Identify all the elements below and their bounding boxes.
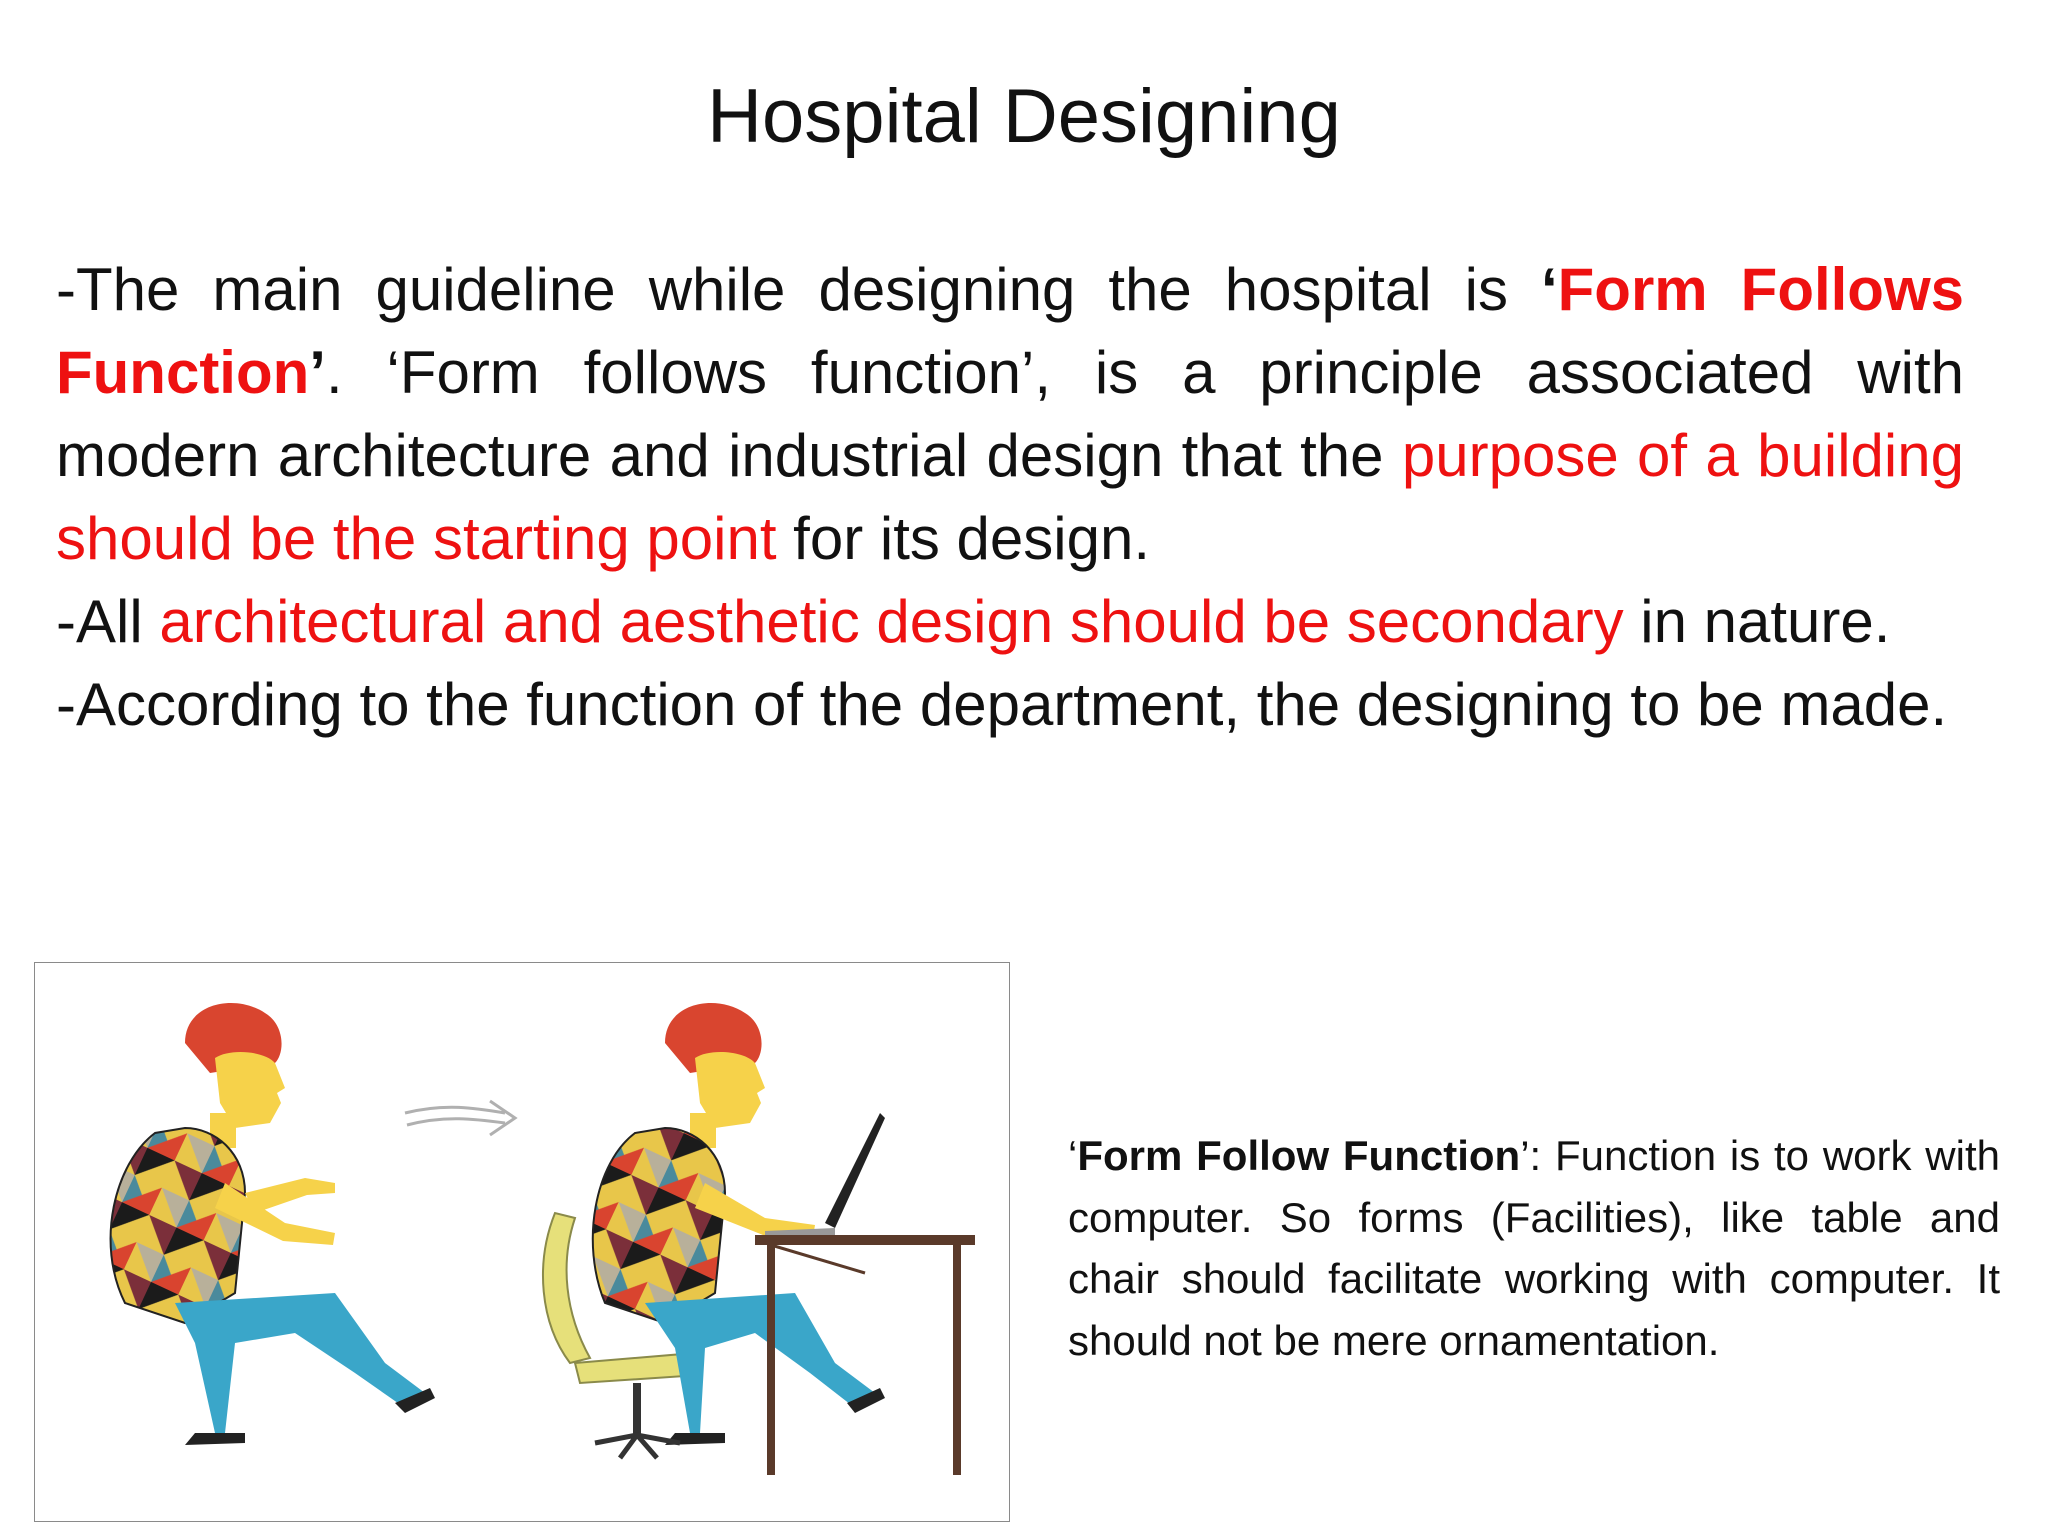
highlight-secondary: architectural and aesthetic design should be secondary xyxy=(159,588,1624,655)
caption-quote-open: ‘ xyxy=(1068,1132,1078,1179)
illustration-frame xyxy=(34,962,1010,1522)
quote-open: ‘ xyxy=(1540,256,1558,323)
person-with-chair-and-desk xyxy=(543,1003,975,1475)
slide-title: Hospital Designing xyxy=(707,74,1341,159)
illustration-caption xyxy=(1068,1125,2000,1371)
paragraph-text: in nature. xyxy=(1623,588,1891,655)
paragraph-secondary-design xyxy=(56,580,1964,663)
caption-term: Form Follow Function xyxy=(1077,1132,1521,1179)
paragraph-text: -All xyxy=(56,588,160,655)
highlight-form-follows-function: Form Follows Function xyxy=(56,256,1964,406)
paragraph-form-follows-function xyxy=(56,248,1964,580)
paragraph-department-function xyxy=(56,663,1964,746)
sitting-person-illustration xyxy=(35,963,1010,1522)
caption-text xyxy=(1068,1125,2000,1371)
paragraph-text: for its design. xyxy=(776,505,1151,572)
highlight-purpose: purpose of a building should be the starting point xyxy=(56,422,1964,572)
paragraph-text: -According to the function of the department, the designing to be made. xyxy=(56,671,1948,738)
paragraph-text: -The main guideline while designing the hospital is xyxy=(56,256,1541,323)
caption-rest: ’: Function is to work with computer. So forms (Facilities), like table and chair should facilitate working with computer. It should not be mere ornamentation. xyxy=(1068,1132,2000,1364)
person-without-chair xyxy=(111,1003,435,1445)
paragraph-text: . ‘Form follows function’, is a principle associated with modern architecture and industrial design that the xyxy=(56,339,1964,489)
quote-close: ’ xyxy=(309,339,326,406)
slide-body xyxy=(56,248,1964,746)
arrow-right-icon xyxy=(405,1101,515,1135)
